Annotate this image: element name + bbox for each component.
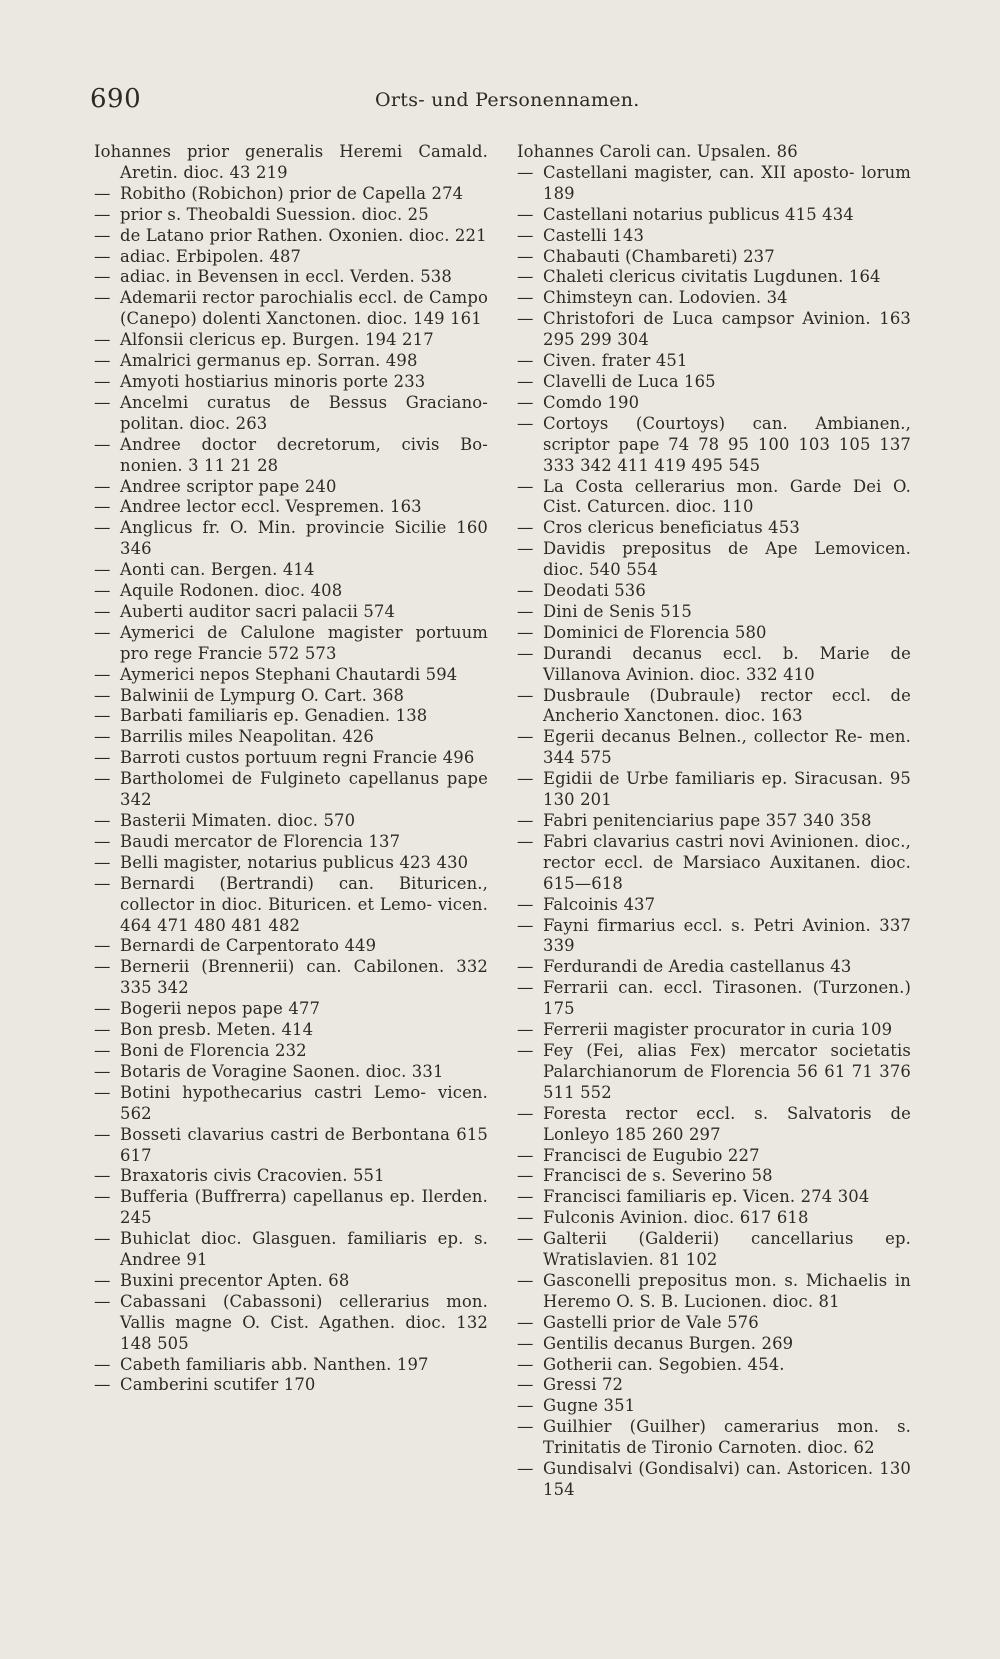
- entry-dash: —: [517, 1270, 534, 1290]
- entry-dash: —: [94, 204, 111, 224]
- entry-dash: —: [94, 873, 111, 893]
- entry-text: Foresta rector eccl. s. Salvatoris de Lonleyo 185 260 297: [543, 1103, 911, 1144]
- entry-dash: —: [517, 1333, 534, 1353]
- entry-text: Barbati familiaris ep. Genadien. 138: [120, 706, 428, 726]
- entry-text: Cortoys (Courtoys) can. Ambianen., scriptor pape 74 78 95 100 103 105 137 333 342 411 419 495 545: [543, 413, 911, 475]
- entry-text: Fabri clavarius castri novi Avinionen. dioc., rector eccl. de Marsiaco Auxitanen. dioc. 615—618: [543, 831, 911, 893]
- index-entry: [94, 330, 488, 351]
- entry-dash: —: [517, 1459, 534, 1479]
- index-entry: [94, 372, 488, 393]
- index-entry: [94, 267, 488, 288]
- index-entry: [517, 1229, 911, 1271]
- index-entry: [94, 1271, 488, 1292]
- entry-dash: —: [517, 413, 534, 433]
- index-entry: [94, 226, 488, 247]
- index-entry: [517, 1375, 911, 1396]
- entry-text: Cabeth familiaris abb. Nanthen. 197: [120, 1354, 429, 1374]
- entry-dash: —: [517, 1145, 534, 1165]
- entry-dash: —: [94, 1270, 111, 1290]
- entry-text: Gastelli prior de Vale 576: [543, 1312, 759, 1332]
- index-entry: [94, 1187, 488, 1229]
- index-entry: [517, 727, 911, 769]
- index-entry: [517, 581, 911, 602]
- index-entry: [517, 769, 911, 811]
- entry-dash: —: [517, 978, 534, 998]
- entry-text: Gotherii can. Segobien. 454.: [543, 1354, 785, 1374]
- entry-text: Aymerici de Calulone magister portuum pro rege Francie 572 573: [120, 622, 488, 663]
- entry-dash: —: [94, 1229, 111, 1249]
- entry-dash: —: [517, 915, 534, 935]
- entry-dash: —: [517, 1040, 534, 1060]
- entry-text: Dominici de Florencia 580: [543, 622, 767, 642]
- index-entry: [94, 811, 488, 832]
- entry-text: Deodati 536: [543, 581, 646, 601]
- entry-dash: —: [94, 330, 111, 350]
- entry-dash: —: [94, 1166, 111, 1186]
- entry-text: Aymerici nepos Stephani Chautardi 594: [120, 664, 458, 684]
- entry-text: Botini hypothecarius castri Lemo- vicen. 562: [120, 1082, 488, 1123]
- index-entry: [517, 1208, 911, 1229]
- entry-text: Camberini scutifer 170: [120, 1375, 316, 1395]
- index-entry: [517, 1166, 911, 1187]
- entry-text: Chimsteyn can. Lodovien. 34: [543, 288, 788, 308]
- entry-text: Davidis prepositus de Ape Lemovicen. dioc. 540 554: [543, 539, 911, 580]
- index-entry: [517, 1334, 911, 1355]
- entry-dash: —: [517, 162, 534, 182]
- entry-text: Castelli 143: [543, 225, 645, 245]
- entry-text: Christofori de Luca campsor Avinion. 163 295 299 304: [543, 309, 911, 350]
- entry-dash: —: [517, 1187, 534, 1207]
- entry-dash: —: [94, 706, 111, 726]
- entry-text: Egidii de Urbe familiaris ep. Siracusan. 95 130 201: [543, 769, 911, 810]
- entry-text: Basterii Mimaten. dioc. 570: [120, 811, 356, 830]
- index-entry-head: Iohannes prior generalis Heremi Camald. Aretin. dioc. 43 219: [94, 142, 488, 182]
- index-entry: [94, 1083, 488, 1125]
- entry-dash: —: [517, 539, 534, 559]
- entry-dash: —: [517, 894, 534, 914]
- entry-text: Baudi mercator de Florencia 137: [120, 831, 401, 851]
- entry-dash: —: [517, 581, 534, 601]
- entry-text: Clavelli de Luca 165: [543, 371, 716, 391]
- index-entry: [517, 288, 911, 309]
- index-entry: [94, 874, 488, 937]
- index-entry: [94, 1125, 488, 1167]
- index-entry: [517, 267, 911, 288]
- entry-dash: —: [517, 1229, 534, 1249]
- entry-text: Robitho (Robichon) prior de Capella 274: [120, 183, 464, 203]
- index-entry: [94, 435, 488, 477]
- entry-dash: —: [517, 518, 534, 538]
- index-entry: [517, 393, 911, 414]
- index-entry: [517, 1417, 911, 1459]
- entry-text: Botaris de Voragine Saonen. dioc. 331: [120, 1061, 444, 1081]
- entry-text: Bernardi de Carpentorato 449: [120, 936, 377, 956]
- index-entry: [517, 1146, 911, 1167]
- index-entry: [517, 895, 911, 916]
- entry-dash: —: [517, 225, 534, 245]
- entry-dash: —: [517, 1020, 534, 1040]
- entry-dash: —: [94, 518, 111, 538]
- index-entry: [517, 832, 911, 895]
- entry-text: Cros clericus beneficiatus 453: [543, 518, 800, 538]
- index-entry: [94, 581, 488, 602]
- index-entry: [517, 372, 911, 393]
- entry-text: Bosseti clavarius castri de Berbontana 615 617: [120, 1124, 488, 1165]
- entry-dash: —: [94, 685, 111, 705]
- index-entry: [517, 686, 911, 728]
- entry-text: Guilhier (Guilher) camerarius mon. s. Trinitatis de Tironio Carnoten. dioc. 62: [543, 1417, 911, 1458]
- entry-dash: —: [517, 1396, 534, 1416]
- entry-text: Bufferia (Buffrerra) capellanus ep. Ilerden. 245: [120, 1187, 488, 1228]
- entry-dash: —: [94, 371, 111, 391]
- index-entry: [94, 393, 488, 435]
- index-entry: [517, 309, 911, 351]
- entry-text: Fabri penitenciarius pape 357 340 358: [543, 811, 872, 830]
- entry-dash: —: [94, 392, 111, 412]
- entry-dash: —: [517, 392, 534, 412]
- entry-dash: —: [517, 831, 534, 851]
- index-entry: [94, 832, 488, 853]
- right-column: [517, 142, 911, 1501]
- index-entry: [94, 1229, 488, 1271]
- entry-text: Andree lector eccl. Vespremen. 163: [120, 497, 422, 517]
- entry-dash: —: [94, 1375, 111, 1395]
- entry-dash: —: [517, 685, 534, 705]
- index-entry: [94, 497, 488, 518]
- entry-dash: —: [94, 664, 111, 684]
- index-entry: [517, 957, 911, 978]
- entry-dash: —: [517, 246, 534, 266]
- index-entry: [94, 184, 488, 205]
- index-entry-head: Iohannes Caroli can. Upsalen. 86: [517, 142, 798, 161]
- entry-text: Chabauti (Chambareti) 237: [543, 246, 775, 266]
- entry-text: Gundisalvi (Gondisalvi) can. Astoricen. 130 154: [543, 1459, 911, 1499]
- index-entry: [517, 623, 911, 644]
- index-entry: [94, 706, 488, 727]
- index-entry: [94, 1166, 488, 1187]
- entry-dash: —: [94, 1187, 111, 1207]
- entry-dash: —: [94, 811, 111, 830]
- entry-text: Fayni firmarius eccl. s. Petri Avinion. 337 339: [543, 915, 911, 956]
- entry-text: Fey (Fei, alias Fex) mercator societatis Palarchianorum de Florencia 56 61 71 376 511 552: [543, 1040, 911, 1102]
- entry-text: Castellani notarius publicus 415 434: [543, 204, 854, 224]
- index-entry: [94, 247, 488, 268]
- entry-dash: —: [94, 1040, 111, 1060]
- entry-text: Galterii (Galderii) cancellarius ep. Wratislavien. 81 102: [543, 1229, 911, 1270]
- entry-dash: —: [94, 936, 111, 956]
- entry-text: Aquile Rodonen. dioc. 408: [120, 581, 343, 601]
- entry-text: Amyoti hostiarius minoris porte 233: [120, 371, 426, 391]
- index-entry: [517, 1271, 911, 1313]
- index-entry: [94, 623, 488, 665]
- entry-dash: —: [94, 769, 111, 789]
- index-entry: [94, 1020, 488, 1041]
- index-entry: [517, 602, 911, 623]
- entry-dash: —: [94, 727, 111, 747]
- index-entry: [517, 414, 911, 477]
- index-entry: [94, 560, 488, 581]
- entry-text: Andree doctor decretorum, civis Bo- nonien. 3 11 21 28: [120, 434, 488, 475]
- index-entry: [517, 518, 911, 539]
- index-entry: [517, 247, 911, 268]
- entry-dash: —: [517, 1103, 534, 1123]
- entry-text: de Latano prior Rathen. Oxonien. dioc. 221: [120, 225, 487, 245]
- left-entries: [94, 184, 488, 1397]
- entry-dash: —: [517, 476, 534, 496]
- entry-text: Francisci de s. Severino 58: [543, 1166, 773, 1186]
- entry-dash: —: [517, 309, 534, 329]
- entry-dash: —: [94, 999, 111, 1019]
- entry-dash: —: [94, 476, 111, 496]
- entry-dash: —: [94, 852, 111, 872]
- entry-dash: —: [94, 622, 111, 642]
- entry-text: Andree scriptor pape 240: [120, 476, 337, 496]
- entry-dash: —: [517, 727, 534, 747]
- index-entry: [517, 1187, 911, 1208]
- left-column: [94, 142, 488, 1396]
- entry-text: Gasconelli prepositus mon. s. Michaelis in Heremo O. S. B. Lucionen. dioc. 81: [543, 1270, 911, 1311]
- entry-text: Chaleti clericus civitatis Lugdunen. 164: [543, 267, 881, 287]
- entry-text: Ferrarii can. eccl. Tirasonen. (Turzonen.) 175: [543, 978, 911, 1019]
- index-entry: [517, 1396, 911, 1417]
- page-number: 690: [90, 84, 142, 114]
- index-entry: [94, 686, 488, 707]
- running-title: Orts- und Personennamen.: [375, 89, 640, 111]
- entry-dash: —: [94, 560, 111, 580]
- entry-dash: —: [94, 267, 111, 287]
- entry-dash: —: [517, 351, 534, 371]
- entry-dash: —: [94, 1061, 111, 1081]
- entry-text: Alfonsii clericus ep. Burgen. 194 217: [120, 330, 434, 350]
- entry-dash: —: [94, 1354, 111, 1374]
- entry-dash: —: [94, 748, 111, 768]
- entry-text: Ferdurandi de Aredia castellanus 43: [543, 957, 852, 977]
- entry-text: Barrilis miles Neapolitan. 426: [120, 727, 374, 747]
- entry-text: adiac. Erbipolen. 487: [120, 246, 302, 266]
- index-entry: [517, 1459, 911, 1501]
- entry-text: Ademarii rector parochialis eccl. de Campo (Canepo) dolenti Xanctonen. dioc. 149 161: [120, 288, 488, 329]
- entry-dash: —: [517, 288, 534, 308]
- entry-text: Civen. frater 451: [543, 351, 688, 371]
- entry-text: Bogerii nepos pape 477: [120, 999, 321, 1019]
- entry-text: adiac. in Bevensen in eccl. Verden. 538: [120, 267, 452, 287]
- entry-text: Bon presb. Meten. 414: [120, 1020, 314, 1040]
- index-entry: [517, 351, 911, 372]
- entry-text: Dini de Senis 515: [543, 601, 692, 621]
- index-entry: [94, 853, 488, 874]
- entry-text: Egerii decanus Belnen., collector Re- men. 344 575: [543, 727, 911, 768]
- index-entry: [517, 916, 911, 958]
- index-entry: [94, 288, 488, 330]
- entry-text: Buhiclat dioc. Glasguen. familiaris ep. s. Andree 91: [120, 1229, 488, 1270]
- entry-text: Buxini precentor Apten. 68: [120, 1270, 350, 1290]
- entry-text: Bernerii (Brennerii) can. Cabilonen. 332 335 342: [120, 957, 488, 998]
- index-entry: [94, 1355, 488, 1376]
- entry-dash: —: [94, 246, 111, 266]
- entry-dash: —: [517, 371, 534, 391]
- entry-dash: —: [94, 581, 111, 601]
- entry-text: Aonti can. Bergen. 414: [120, 560, 315, 580]
- entry-text: Fulconis Avinion. dioc. 617 618: [543, 1208, 809, 1228]
- entry-dash: —: [517, 1417, 534, 1437]
- index-entry: [94, 748, 488, 769]
- entry-dash: —: [94, 1291, 111, 1311]
- index-entry: [94, 1041, 488, 1062]
- index-entry: [94, 351, 488, 372]
- entry-dash: —: [517, 1312, 534, 1332]
- index-entry: [94, 602, 488, 623]
- entry-text: Anglicus fr. O. Min. provincie Sicilie 160 346: [120, 518, 488, 559]
- entry-dash: —: [94, 1124, 111, 1144]
- entry-dash: —: [94, 434, 111, 454]
- entry-dash: —: [94, 497, 111, 517]
- entry-dash: —: [517, 267, 534, 287]
- index-entry: [517, 1104, 911, 1146]
- entry-text: Braxatoris civis Cracovien. 551: [120, 1166, 385, 1186]
- entry-text: Falcoinis 437: [543, 894, 656, 914]
- index-entry: [517, 205, 911, 226]
- right-entries: [517, 163, 911, 1501]
- entry-dash: —: [94, 1082, 111, 1102]
- entry-text: Gentilis decanus Burgen. 269: [543, 1333, 794, 1353]
- entry-dash: —: [517, 1208, 534, 1228]
- entry-text: Durandi decanus eccl. b. Marie de Villanova Avinion. dioc. 332 410: [543, 643, 911, 684]
- entry-dash: —: [517, 622, 534, 642]
- index-entry: [94, 936, 488, 957]
- entry-dash: —: [517, 957, 534, 977]
- entry-text: Amalrici germanus ep. Sorran. 498: [120, 351, 418, 371]
- entry-dash: —: [94, 1020, 111, 1040]
- entry-text: Bernardi (Bertrandi) can. Bituricen., collector in dioc. Bituricen. et Lemo- vicen. 464 471 480 481 482: [120, 873, 488, 935]
- entry-text: Castellani magister, can. XII aposto- lorum 189: [543, 162, 911, 203]
- entry-dash: —: [517, 1354, 534, 1374]
- entry-text: Gugne 351: [543, 1396, 636, 1416]
- entry-dash: —: [94, 957, 111, 977]
- entry-text: Belli magister, notarius publicus 423 430: [120, 852, 469, 872]
- entry-dash: —: [517, 1375, 534, 1395]
- entry-dash: —: [94, 351, 111, 371]
- index-entry: [517, 1355, 911, 1376]
- index-entry: [517, 163, 911, 205]
- entry-text: Balwinii de Lympurg O. Cart. 368: [120, 685, 405, 705]
- entry-text: Barroti custos portuum regni Francie 496: [120, 748, 475, 768]
- entry-text: Dusbraule (Dubraule) rector eccl. de Ancherio Xanctonen. dioc. 163: [543, 685, 911, 726]
- entry-text: Comdo 190: [543, 392, 640, 412]
- entry-dash: —: [94, 831, 111, 851]
- index-entry: [517, 1020, 911, 1041]
- index-entry: [517, 1041, 911, 1104]
- entry-dash: —: [94, 183, 111, 203]
- entry-text: Boni de Florencia 232: [120, 1040, 307, 1060]
- entry-dash: —: [517, 204, 534, 224]
- index-entry: [517, 539, 911, 581]
- entry-text: Bartholomei de Fulgineto capellanus pape 342: [120, 769, 488, 810]
- index-entry: [94, 769, 488, 811]
- entry-dash: —: [517, 601, 534, 621]
- entry-text: prior s. Theobaldi Suession. dioc. 25: [120, 204, 429, 224]
- index-entry: [517, 978, 911, 1020]
- index-entry: [94, 727, 488, 748]
- index-entry: [94, 1375, 488, 1396]
- entry-dash: —: [517, 1166, 534, 1186]
- entry-dash: —: [94, 288, 111, 308]
- entry-dash: —: [517, 811, 534, 830]
- entry-dash: —: [94, 601, 111, 621]
- index-entry: [94, 205, 488, 226]
- index-entry: [94, 477, 488, 498]
- index-entry: [94, 518, 488, 560]
- entry-text: Francisci de Eugubio 227: [543, 1145, 760, 1165]
- entry-text: La Costa cellerarius mon. Garde Dei O. Cist. Caturcen. dioc. 110: [543, 476, 911, 517]
- index-entry: [94, 1062, 488, 1083]
- entry-dash: —: [517, 769, 534, 789]
- entry-text: Cabassani (Cabassoni) cellerarius mon. Vallis magne O. Cist. Agathen. dioc. 132 148 505: [120, 1291, 488, 1353]
- index-entry: [517, 1313, 911, 1334]
- index-entry: [517, 644, 911, 686]
- index-entry: [94, 665, 488, 686]
- index-entry: [94, 957, 488, 999]
- entry-text: Gressi 72: [543, 1375, 624, 1395]
- entry-text: Auberti auditor sacri palacii 574: [120, 601, 396, 621]
- entry-text: Ancelmi curatus de Bessus Graciano- politan. dioc. 263: [120, 392, 488, 433]
- index-entry: [517, 477, 911, 519]
- entry-dash: —: [517, 643, 534, 663]
- index-entry: [517, 226, 911, 247]
- entry-text: Francisci familiaris ep. Vicen. 274 304: [543, 1187, 870, 1207]
- index-entry: [94, 999, 488, 1020]
- entry-text: Ferrerii magister procurator in curia 109: [543, 1020, 893, 1040]
- index-entry: [517, 811, 911, 832]
- entry-dash: —: [94, 225, 111, 245]
- index-entry: [94, 1292, 488, 1355]
